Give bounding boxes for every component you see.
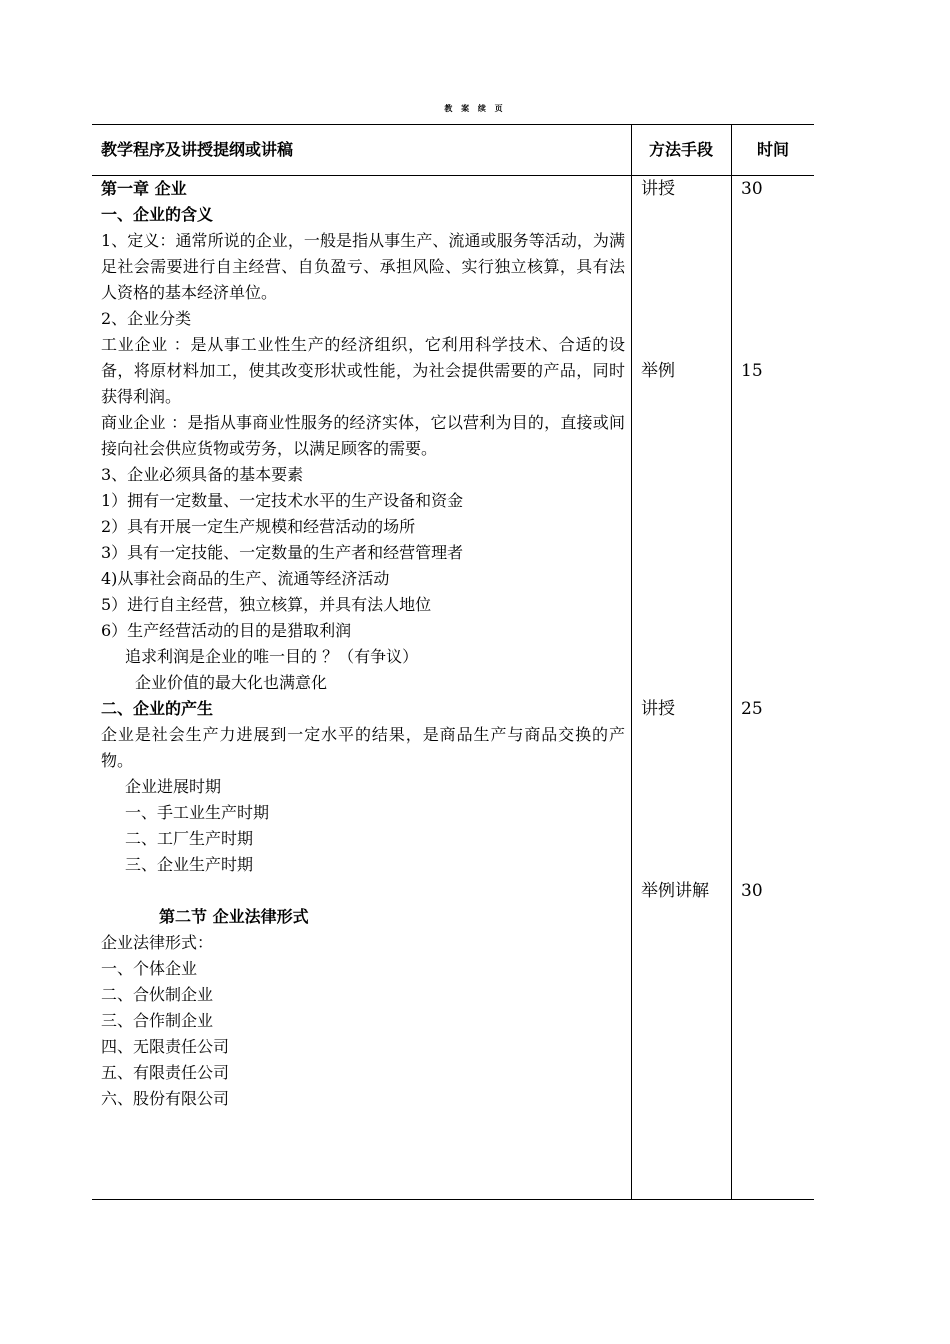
column-header-method: 方法手段 bbox=[649, 140, 714, 159]
table-bottom-rule bbox=[92, 1199, 814, 1200]
page-header: 教 案 续 页 bbox=[444, 103, 506, 113]
time-cell: 30 bbox=[741, 881, 763, 901]
list-item: 二、工厂生产时期 bbox=[125, 829, 254, 848]
list-item: 1）拥有一定数量、一定技术水平的生产设备和资金 bbox=[101, 491, 464, 510]
list-item: 三、合作制企业 bbox=[101, 1011, 214, 1030]
column-header-outline: 教学程序及讲授提纲或讲稿 bbox=[101, 140, 294, 159]
industrial-enterprise-paragraph: 工业企业 ：是从事工业性生产的经济组织，它利用科学技术、合适的设备，将原材料加工，使其改变形状或性能，为社会提供需要的产品，同时获得利润。 bbox=[101, 335, 625, 406]
list-item: 四、无限责任公司 bbox=[101, 1037, 230, 1056]
list-item: 六、股份有限公司 bbox=[101, 1089, 230, 1108]
list-item: 2）具有开展一定生产规模和经营活动的场所 bbox=[101, 517, 416, 536]
subheading: 企业法律形式： bbox=[101, 933, 214, 952]
note-line: 追求利润是企业的唯一目的 ？（有争议） bbox=[125, 647, 419, 666]
lecture-outline bbox=[101, 176, 625, 1112]
subheading: 企业进展时期 bbox=[125, 777, 222, 796]
method-cell: 举例 bbox=[641, 361, 675, 381]
definition-paragraph: 1、定义：通常所说的企业，一般是指从事生产、流通或服务等活动，为满足社会需要进行自主经营、自负盈亏、承担风险、实行独立核算，具有法人资格的基本经济单位。 bbox=[101, 231, 625, 302]
list-item: 5）进行自主经营，独立核算，并具有法人地位 bbox=[101, 595, 432, 614]
list-item: 二、合伙制企业 bbox=[101, 985, 214, 1004]
time-cell: 25 bbox=[741, 699, 763, 719]
section-title: 第二节 企业法律形式 bbox=[159, 907, 309, 926]
time-cell: 30 bbox=[741, 179, 763, 199]
section-heading: 一、企业的含义 bbox=[101, 205, 214, 224]
list-item: 一、个体企业 bbox=[101, 959, 198, 978]
column-divider-2 bbox=[731, 124, 732, 1200]
list-item: 三、企业生产时期 bbox=[125, 855, 254, 874]
subheading: 2、企业分类 bbox=[101, 309, 192, 328]
column-divider-1 bbox=[631, 124, 632, 1200]
origin-paragraph: 企业是社会生产力进展到一定水平的结果，是商品生产与商品交换的产物。 bbox=[101, 725, 625, 770]
note-line: 企业价值的最大化也满意化 bbox=[135, 673, 328, 692]
list-item: 3）具有一定技能、一定数量的生产者和经营管理者 bbox=[101, 543, 464, 562]
list-item: 4)从事社会商品的生产、流通等经济活动 bbox=[101, 569, 390, 588]
method-cell: 讲授 bbox=[641, 699, 675, 719]
commercial-enterprise-paragraph: 商业企业 ：是指从事商业性服务的经济实体，它以营利为目的，直接或间接向社会供应货物或劳务，以满足顾客的需要。 bbox=[101, 413, 625, 458]
method-cell: 讲授 bbox=[641, 179, 675, 199]
chapter-title: 第一章 企业 bbox=[101, 179, 187, 198]
method-cell: 举例讲解 bbox=[641, 881, 709, 901]
list-item: 6）生产经营活动的目的是猎取利润 bbox=[101, 621, 352, 640]
blank-line bbox=[101, 878, 625, 904]
subheading: 3、企业必须具备的基本要素 bbox=[101, 465, 304, 484]
list-item: 五、有限责任公司 bbox=[101, 1063, 230, 1082]
time-cell: 15 bbox=[741, 361, 763, 381]
column-header-time: 时间 bbox=[757, 140, 790, 159]
list-item: 一、手工业生产时期 bbox=[125, 803, 270, 822]
section-heading: 二、企业的产生 bbox=[101, 699, 214, 718]
